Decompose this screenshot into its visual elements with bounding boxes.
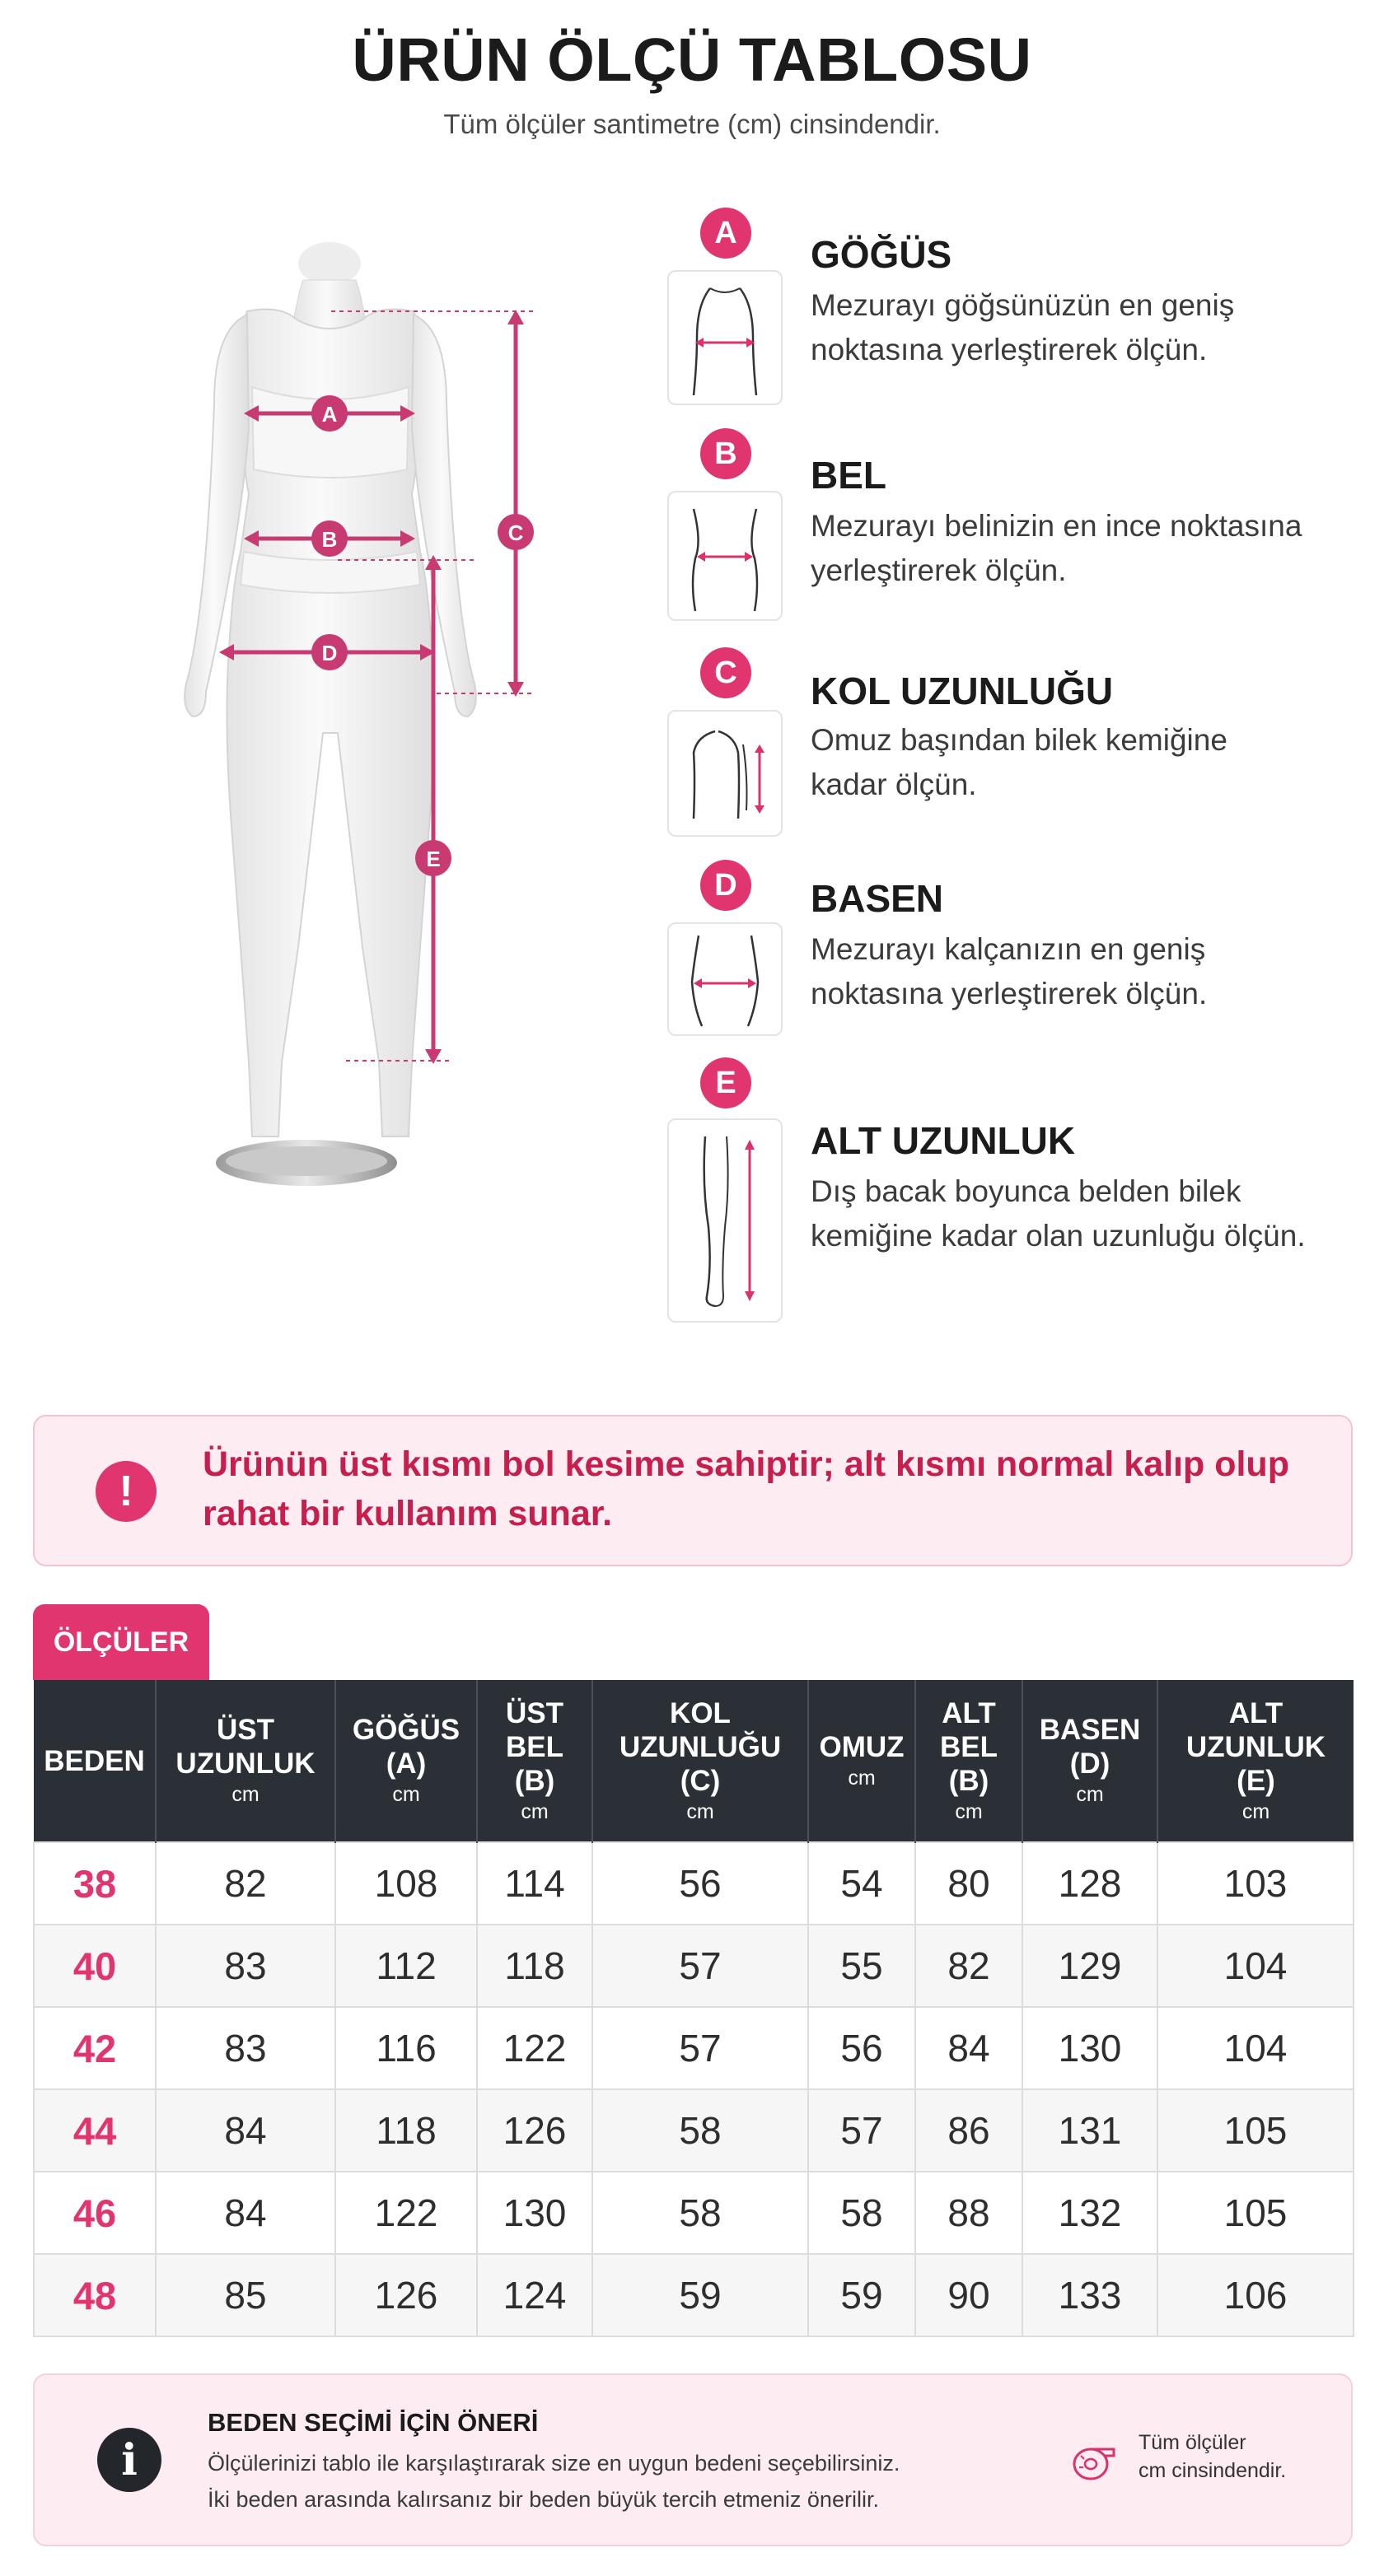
unit-label: cm bbox=[848, 1766, 876, 1790]
size-label: 40 bbox=[34, 1925, 156, 2007]
guide-title: BEL bbox=[811, 454, 886, 497]
advice-line: Ölçülerinizi tablo ile karşılaştırarak size en uygun bedeni seçebilirsiniz. bbox=[208, 2451, 900, 2476]
exclamation-icon: ! bbox=[96, 1461, 157, 1522]
guide-badge: B bbox=[700, 428, 751, 479]
measurement-cell: 59 bbox=[808, 2254, 915, 2336]
guide-badge: C bbox=[700, 647, 751, 698]
arm-length-icon bbox=[667, 710, 783, 837]
measurement-cell: 56 bbox=[808, 2007, 915, 2089]
advice-title: BEDEN SEÇİMİ İÇİN ÖNERİ bbox=[208, 2408, 539, 2437]
size-label: 44 bbox=[34, 2089, 156, 2172]
guide-description: Dış bacak boyunca belden bilek kemiğine kadar olan uzunluğu ölçün. bbox=[811, 1174, 1306, 1253]
leg-length-icon bbox=[667, 1118, 783, 1323]
measurement-cell: 58 bbox=[808, 2172, 915, 2254]
measurement-cell: 118 bbox=[477, 1925, 592, 2007]
measurement-cell: 122 bbox=[477, 2007, 592, 2089]
size-label: 46 bbox=[34, 2172, 156, 2254]
measurement-cell: 116 bbox=[335, 2007, 477, 2089]
unit-label: cm bbox=[521, 1799, 549, 1823]
guide-item-waist bbox=[659, 428, 1368, 634]
measurement-cell: 122 bbox=[335, 2172, 477, 2254]
measurement-cell: 90 bbox=[915, 2254, 1022, 2336]
marker-d: D bbox=[321, 641, 338, 665]
marker-c: C bbox=[507, 520, 524, 545]
measurement-cell: 84 bbox=[915, 2007, 1022, 2089]
measurement-cell: 132 bbox=[1022, 2172, 1157, 2254]
size-label: 42 bbox=[34, 2007, 156, 2089]
page-subtitle: Tüm ölçüler santimetre (cm) cinsindendir. bbox=[443, 109, 941, 139]
table-row bbox=[34, 2007, 1354, 2089]
unit-label: cm bbox=[231, 1783, 260, 1806]
measurement-cell: 130 bbox=[1022, 2007, 1157, 2089]
unit-label: cm bbox=[1076, 1783, 1104, 1806]
measurement-cell: 118 bbox=[335, 2089, 477, 2172]
column-header: GÖĞÜS (A) cm bbox=[335, 1680, 477, 1842]
unit-label: cm bbox=[1241, 1799, 1270, 1823]
guide-description: Mezurayı göğsünüzün en geniş noktasına yerleştirerek ölçün. bbox=[811, 288, 1235, 366]
measurement-cell: 129 bbox=[1022, 1925, 1157, 2007]
guide-title: BASEN bbox=[811, 877, 944, 920]
fit-warning-banner bbox=[33, 1415, 1353, 1566]
measurement-cell: 126 bbox=[477, 2089, 592, 2172]
table-row bbox=[34, 2172, 1354, 2254]
guide-description: Omuz başından bilek kemiğine kadar ölçün. bbox=[811, 723, 1227, 801]
measurement-cell: 82 bbox=[156, 1842, 335, 1925]
measurement-cell: 56 bbox=[592, 1842, 808, 1925]
measurement-cell: 84 bbox=[156, 2172, 335, 2254]
marker-a: A bbox=[321, 402, 338, 427]
measurement-cell: 112 bbox=[335, 1925, 477, 2007]
measurement-cell: 130 bbox=[477, 2172, 592, 2254]
measurement-cell: 104 bbox=[1157, 1925, 1354, 2007]
measurement-cell: 103 bbox=[1157, 1842, 1354, 1925]
size-advice-box bbox=[33, 2373, 1353, 2546]
column-header: OMUZ cm bbox=[808, 1680, 915, 1842]
unit-label: cm bbox=[955, 1799, 983, 1823]
page-title: ÜRÜN ÖLÇÜ TABLOSU bbox=[352, 26, 1032, 94]
chest-measure-icon bbox=[667, 270, 783, 405]
guide-badge: E bbox=[700, 1057, 751, 1108]
measurement-cell: 85 bbox=[156, 2254, 335, 2336]
guide-item-arm-length bbox=[659, 647, 1368, 853]
measurement-cell: 58 bbox=[592, 2089, 808, 2172]
measurement-cell: 124 bbox=[477, 2254, 592, 2336]
waist-measure-icon bbox=[667, 491, 783, 621]
measurement-cell: 58 bbox=[592, 2172, 808, 2254]
measurement-cell: 83 bbox=[156, 1925, 335, 2007]
column-header: KOL UZUNLUĞU (C) cm bbox=[592, 1680, 808, 1842]
hip-measure-icon bbox=[667, 922, 783, 1036]
column-header: ALT BEL (B) cm bbox=[915, 1680, 1022, 1842]
measurement-cell: 57 bbox=[592, 1925, 808, 2007]
size-table-header bbox=[34, 1680, 1354, 1842]
guide-badge: A bbox=[700, 208, 751, 259]
column-header: ALT UZUNLUK (E) cm bbox=[1157, 1680, 1354, 1842]
measurement-cell: 108 bbox=[335, 1842, 477, 1925]
measurement-cell: 59 bbox=[592, 2254, 808, 2336]
advice-line: İki beden arasında kalırsanız bir beden büyük tercih etmeniz önerilir. bbox=[208, 2487, 879, 2512]
measurement-cell: 83 bbox=[156, 2007, 335, 2089]
guide-title: GÖĞÜS bbox=[811, 233, 952, 276]
measurement-cell: 131 bbox=[1022, 2089, 1157, 2172]
measurement-cell: 126 bbox=[335, 2254, 477, 2336]
measurement-cell: 133 bbox=[1022, 2254, 1157, 2336]
table-row bbox=[34, 2089, 1354, 2172]
marker-e: E bbox=[426, 847, 441, 871]
column-header: ÜST UZUNLUK cm bbox=[156, 1680, 335, 1842]
measurement-cell: 54 bbox=[808, 1842, 915, 1925]
guide-description: Mezurayı belinizin en ince noktasına yerleştirerek ölçün. bbox=[811, 509, 1302, 587]
units-note: Tüm ölçüler bbox=[1139, 2431, 1246, 2454]
unit-label: cm bbox=[392, 1783, 420, 1806]
measurement-cell: 80 bbox=[915, 1842, 1022, 1925]
column-header: BEDEN bbox=[34, 1680, 156, 1842]
measurement-cell: 104 bbox=[1157, 2007, 1354, 2089]
table-row bbox=[34, 1925, 1354, 2007]
measurement-cell: 105 bbox=[1157, 2089, 1354, 2172]
column-header: BASEN (D) cm bbox=[1022, 1680, 1157, 1842]
measurement-cell: 88 bbox=[915, 2172, 1022, 2254]
column-header: ÜST BEL (B) cm bbox=[477, 1680, 592, 1842]
measurement-cell: 86 bbox=[915, 2089, 1022, 2172]
measurement-cell: 57 bbox=[592, 2007, 808, 2089]
size-label: 38 bbox=[34, 1842, 156, 1925]
mannequin-illustration bbox=[91, 222, 568, 1211]
table-tab-label: ÖLÇÜLER bbox=[33, 1604, 209, 1680]
units-note: cm cinsindendir. bbox=[1139, 2459, 1287, 2482]
measurement-cell: 105 bbox=[1157, 2172, 1354, 2254]
guide-item-hip bbox=[659, 860, 1368, 1066]
guide-item-chest bbox=[659, 208, 1368, 413]
measurement-cell: 84 bbox=[156, 2089, 335, 2172]
info-icon: i bbox=[97, 2428, 161, 2492]
measurement-cell: 82 bbox=[915, 1925, 1022, 2007]
measurement-cell: 128 bbox=[1022, 1842, 1157, 1925]
guide-title: ALT UZUNLUK bbox=[811, 1119, 1076, 1162]
table-row bbox=[34, 1842, 1354, 1925]
table-row bbox=[34, 2254, 1354, 2336]
guide-badge: D bbox=[700, 860, 751, 911]
guide-item-leg-length bbox=[659, 1057, 1368, 1337]
measuring-tape-icon bbox=[1071, 2439, 1119, 2484]
size-label: 48 bbox=[34, 2254, 156, 2336]
guide-title: KOL UZUNLUĞU bbox=[811, 670, 1114, 712]
marker-b: B bbox=[321, 527, 338, 552]
fit-warning-text: Ürünün üst kısmı bol kesime sahiptir; alt kısmı normal kalıp olup rahat bir kullanım sunar. bbox=[203, 1444, 1289, 1533]
size-table bbox=[33, 1680, 1354, 2337]
guide-description: Mezurayı kalçanızın en geniş noktasına yerleştirerek ölçün. bbox=[811, 932, 1208, 1010]
unit-label: cm bbox=[686, 1799, 714, 1823]
measurement-cell: 114 bbox=[477, 1842, 592, 1925]
measurement-cell: 106 bbox=[1157, 2254, 1354, 2336]
measurement-cell: 57 bbox=[808, 2089, 915, 2172]
measurement-cell: 55 bbox=[808, 1925, 915, 2007]
